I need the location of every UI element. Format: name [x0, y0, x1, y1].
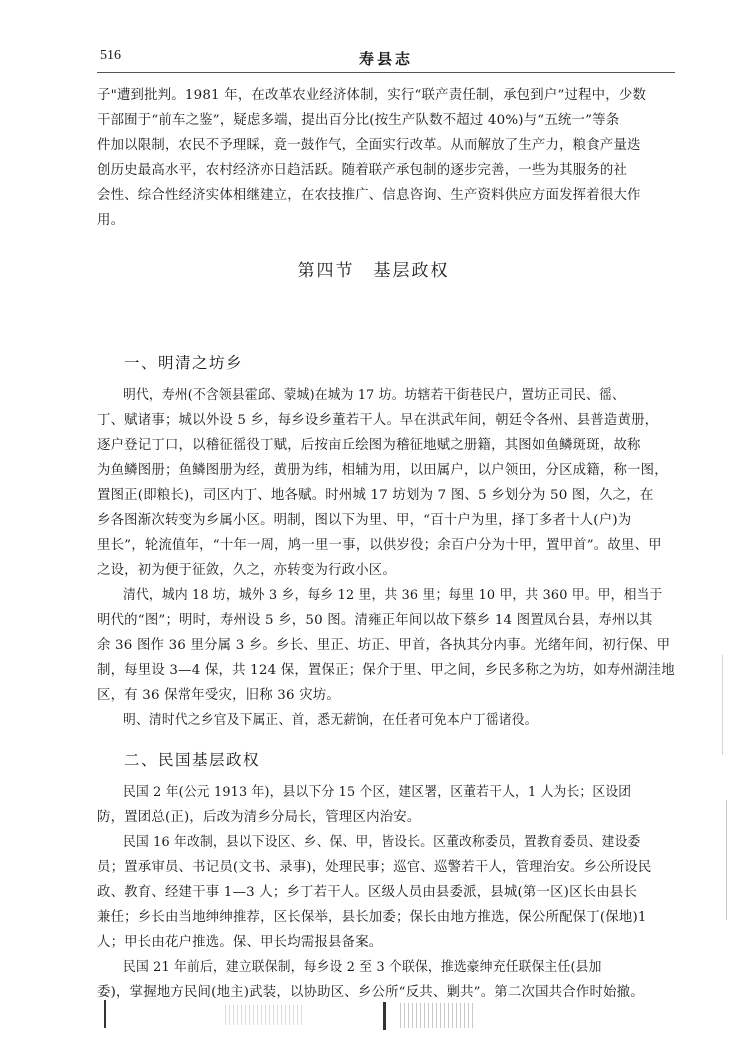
body-line: 置图正(即粮长)，司区内丁、地各赋。时州城 17 坊划为 7 图、5 乡划分为 50 图，久之，在	[97, 488, 654, 503]
body-line: 制，每里设 3—4 保，共 124 保，置保正；保介于里、甲之间，乡民多称之为坊，如寿州湖洼地	[97, 663, 675, 678]
intro-line: 子"遭到批判。1981 年，在改革农业经济体制，实行“联产责任制，承包到户”过程中，少数	[97, 88, 647, 103]
body-line: 里长”，轮流值年，“十年一周，鸠一里一事，以供岁役；余百户分为十甲，置甲首”。故里、甲	[97, 538, 662, 553]
body-line: 明代，寿州(不含领县霍邱、蒙城)在城为 17 坊。坊辖若干街巷民户，置坊正司民、徭、	[123, 388, 625, 403]
subsection-heading: 二、民国基层政权	[124, 751, 261, 769]
body-line: 为鱼鳞图册；鱼鳞图册为经，黄册为纬，相辅为用，以田属户，以户领田，分区成籍，称一图，	[97, 463, 668, 478]
page-number: 516	[100, 48, 121, 63]
body-line: 兼任；乡长由当地绅绅推荐，区长保举，县长加委；保长由地方推选，保公所配保丁(保地)1	[97, 910, 647, 925]
section-title: 第四节 基层政权	[297, 261, 450, 281]
book-title: 寿县志	[358, 50, 413, 68]
subsection-heading: 一、明清之坊乡	[124, 354, 244, 372]
body-line: 乡各图渐次转变为乡属小区。明制，图以下为里、甲，“百十户为里，择丁多者十人(户)为	[97, 513, 632, 528]
intro-line: 干部囿于“前车之鉴”，疑虑多端，提出百分比(按生产队数不超过 40%)与“五统一”等条	[97, 113, 620, 128]
body-line: 明代的“图”；明时，寿州设 5 乡，50 图。清雍正年间以故下蔡乡 14 图置凤台县，寿州以其	[97, 613, 653, 628]
scan-edge-noise	[722, 655, 725, 755]
header-rule	[97, 72, 675, 73]
intro-line: 创历史最高水平，农村经济亦日趋活跃。随着联产承包制的逐步完善，一些为其服务的社	[97, 163, 628, 178]
body-line: 人；甲长由花户推选。保、甲长均需报县备案。	[97, 935, 383, 950]
body-line: 区，有 36 保常年受灾，旧称 36 灾坊。	[97, 688, 340, 703]
body-line: 员；置承审员、书记员(文书、录事)，处理民事；巡官、巡警若干人，管理治安。乡公所设民	[97, 860, 652, 875]
body-line: 政、教育、经建干事 1—3 人；乡丁若干人。区级人员由县委派，县城(第一区)区长由县长	[97, 885, 638, 900]
scan-artifact-mark	[383, 1002, 386, 1030]
body-line: 民国 21 年前后，建立联保制，每乡设 2 至 3 个联保，推选豪绅充任联保主任(县加	[123, 960, 602, 975]
intro-line: 件加以限制，农民不予理睬，竟一鼓作气，全面实行改革。从而解放了生产力，粮食产量迭	[97, 138, 641, 153]
body-line: 防，置团总(正)，后改为清乡分局长，管理区内治安。	[97, 810, 421, 825]
body-line: 民国 2 年(公元 1913 年)，县以下分 15 个区，建区署，区董若干人，1 人为长；区设团	[123, 785, 632, 800]
body-line: 委)，掌握地方民间(地主)武装，以协助区、乡公所“反共、剿共”。第二次国共合作时始撤。	[97, 985, 644, 1000]
running-header	[97, 48, 675, 70]
body-line: 逐户登记丁口，以稽征徭役丁赋，后按亩丘绘图为稽征地赋之册籍，其图如鱼鳞斑斑，故称	[97, 438, 641, 453]
body-line: 清代，城内 18 坊，城外 3 乡，每乡 12 里，共 36 里；每里 10 甲，共 360 甲。甲，相当于	[123, 588, 663, 603]
intro-line: 会性、综合性经济实体相继建立，在农技推广、信息咨询、生产资料供应方面发挥着很大作	[97, 188, 641, 203]
scan-edge-noise	[726, 800, 729, 920]
body-line: 余 36 图作 36 里分属 3 乡。乡长、里正、坊正、甲首，各执其分内事。光绪年间，初行保、甲	[97, 638, 671, 653]
scan-artifact-mark	[104, 1000, 106, 1028]
body-line: 民国 16 年改制，县以下设区、乡、保、甲，皆设长。区董改称委员，置教育委员、建设委	[123, 835, 641, 850]
scan-noise	[400, 1003, 475, 1028]
body-line: 之设，初为便于征敛，久之，亦转变为行政小区。	[97, 563, 396, 578]
body-line: 丁、赋诸事；城以外设 5 乡，每乡设乡董若干人。早在洪武年间，朝廷令各州、县普造黄册，	[97, 413, 659, 428]
scan-noise	[225, 1005, 305, 1025]
body-line: 明、清时代之乡官及下属正、首，悉无薪饷，在任者可免本户丁徭诸役。	[123, 713, 538, 728]
intro-line: 用。	[97, 213, 125, 228]
